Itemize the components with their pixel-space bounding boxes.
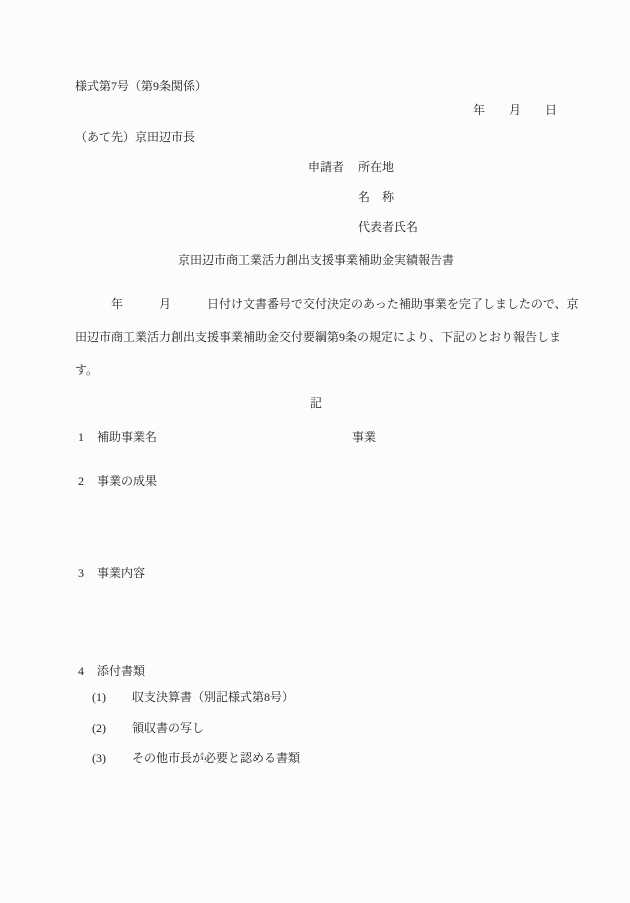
item-label: 事業内容 — [97, 566, 146, 580]
sub-item-number: (3) — [92, 751, 106, 765]
sub-item-number: (1) — [92, 690, 106, 704]
sub-item-label: その他市長が必要と認める書類 — [132, 751, 301, 765]
addressee: （あて先）京田辺市長 — [75, 130, 196, 144]
applicant-field-name: 名 称 — [358, 190, 395, 204]
body-line: す。 — [75, 363, 99, 377]
applicant-block — [75, 159, 557, 235]
item-number: 3 — [78, 566, 84, 580]
applicant-label: 申請者 — [308, 160, 345, 174]
applicant-row-representative — [358, 219, 557, 235]
applicant-row-name — [358, 189, 557, 205]
item-label: 添付書類 — [97, 664, 146, 678]
item-suffix: 事業 — [352, 430, 377, 444]
item-number: 4 — [78, 664, 84, 678]
body-paragraph — [75, 288, 579, 387]
sub-item-other-documents — [92, 750, 557, 766]
date-line: 年 月 日 — [472, 103, 557, 117]
item-number: 2 — [78, 474, 84, 488]
body-line: 田辺市商工業活力創出支援事業補助金交付要綱第9条の規定により、下記のとおり報告しま — [75, 330, 562, 344]
body-line: 年 月 日付け文書番号で交付決定のあった補助事業を完了しましたので、京 — [75, 297, 579, 311]
item-subsidy-project-name — [75, 429, 557, 445]
sub-item-label: 収支決算書（別記様式第8号） — [132, 690, 295, 704]
item-label: 補助事業名 — [97, 430, 158, 444]
applicant-field-address: 所在地 — [358, 160, 395, 174]
sub-item-label: 領収書の写し — [132, 721, 205, 735]
item-label: 事業の成果 — [97, 474, 158, 488]
record-heading: 記 — [309, 396, 322, 410]
item-project-results — [75, 473, 557, 489]
item-project-contents — [75, 565, 557, 581]
applicant-field-representative: 代表者氏名 — [358, 220, 419, 234]
sub-item-number: (2) — [92, 721, 106, 735]
form-number: 様式第7号（第9条関係） — [75, 79, 208, 93]
item-attached-documents — [75, 663, 557, 679]
item-number: 1 — [78, 430, 84, 444]
sub-item-balance-statement — [92, 689, 557, 705]
sub-item-receipt-copy — [92, 720, 557, 736]
applicant-row-address — [308, 159, 557, 175]
document-title: 京田辺市商工業活力創出支援事業補助金実績報告書 — [177, 253, 454, 267]
